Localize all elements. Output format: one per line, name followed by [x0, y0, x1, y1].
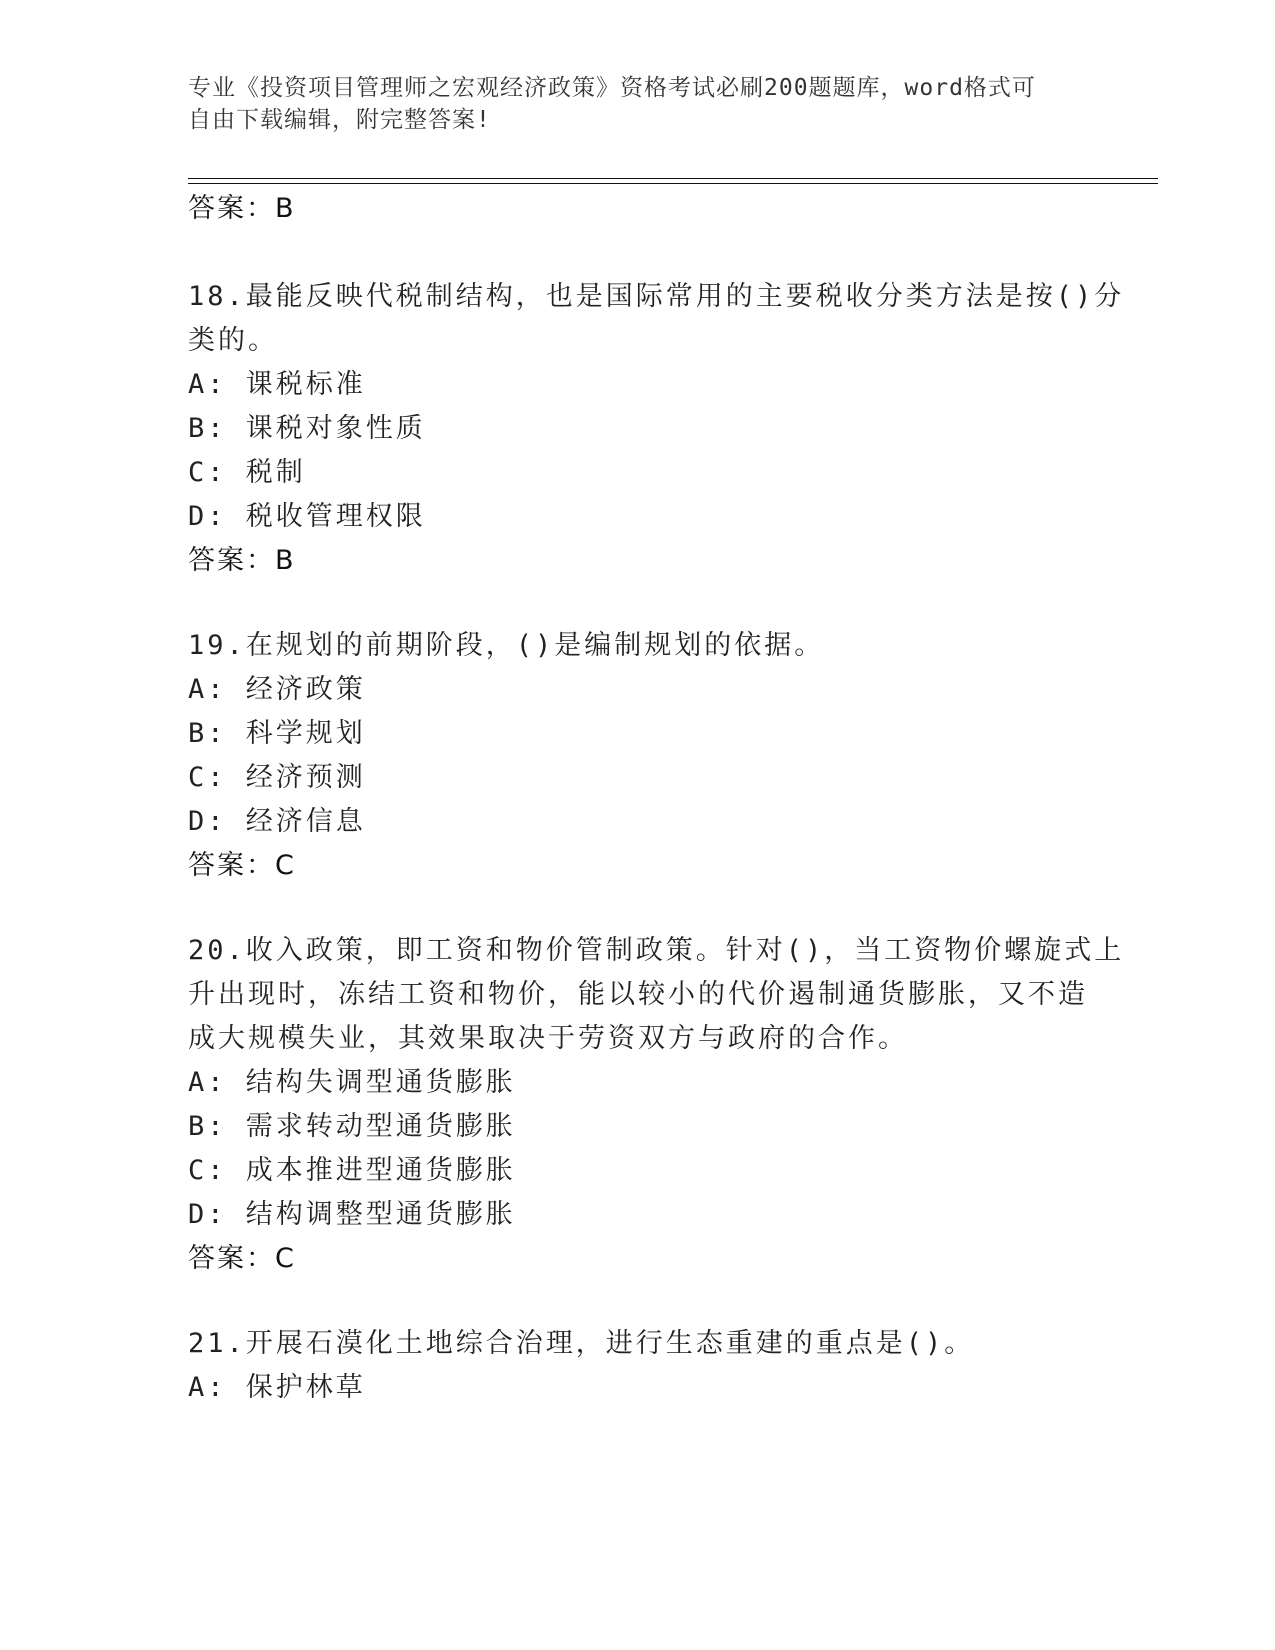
question-18-option-c: C: 税制 [188, 457, 306, 488]
question-20-answer: 答案：C [188, 1243, 296, 1274]
question-18-option-a: A: 课税标准 [188, 369, 366, 400]
question-19-answer: 答案：C [188, 850, 296, 881]
question-21-option-a: A: 保护林草 [188, 1372, 366, 1403]
question-20-option-c: C: 成本推进型通货膨胀 [188, 1155, 516, 1186]
previous-question-answer: 答案：B [188, 193, 296, 224]
header-divider-bottom [188, 183, 1158, 184]
question-18-stem-line-1: 18.最能反映代税制结构，也是国际常用的主要税收分类方法是按()分 [188, 281, 1125, 312]
question-18-option-d: D: 税收管理权限 [188, 501, 426, 532]
question-20-stem-line-1: 20.收入政策，即工资和物价管制政策。针对()，当工资物价螺旋式上 [188, 935, 1125, 966]
document-header [188, 72, 1068, 136]
question-19-option-c: C: 经济预测 [188, 762, 366, 793]
header-divider-top [188, 178, 1158, 179]
question-20-stem-line-3: 成大规模失业，其效果取决于劳资双方与政府的合作。 [188, 1023, 908, 1054]
question-21-stem-line-1: 21.开展石漠化土地综合治理，进行生态重建的重点是()。 [188, 1328, 975, 1359]
question-19-option-b: B: 科学规划 [188, 718, 366, 749]
question-18-answer: 答案：B [188, 545, 296, 576]
header-line-2: 自由下载编辑，附完整答案! [188, 107, 491, 133]
question-20-option-d: D: 结构调整型通货膨胀 [188, 1199, 516, 1230]
question-18-stem-line-2: 类的。 [188, 325, 278, 356]
question-19-option-a: A: 经济政策 [188, 674, 366, 705]
question-19-stem-line-1: 19.在规划的前期阶段，()是编制规划的依据。 [188, 630, 825, 661]
question-20-stem-line-2: 升出现时，冻结工资和物价，能以较小的代价遏制通货膨胀，又不造 [188, 979, 1088, 1010]
question-18-option-b: B: 课税对象性质 [188, 413, 426, 444]
question-20-option-a: A: 结构失调型通货膨胀 [188, 1067, 516, 1098]
question-19-option-d: D: 经济信息 [188, 806, 366, 837]
question-20-option-b: B: 需求转动型通货膨胀 [188, 1111, 516, 1142]
header-line-1: 专业《投资项目管理师之宏观经济政策》资格考试必刷200题题库，word格式可 [188, 75, 1036, 101]
